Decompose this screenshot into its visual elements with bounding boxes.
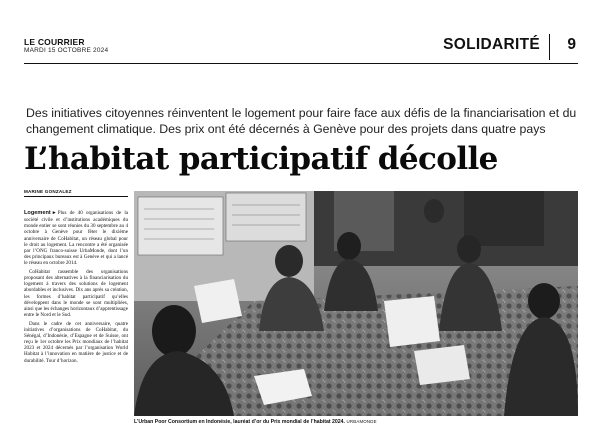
arrow-right-icon: ► [51,211,57,216]
publication-name: LE COURRIER [24,37,85,47]
publication-date: MARDI 15 OCTOBRE 2024 [24,47,109,54]
byline-rule [24,196,128,197]
article-kicker: Logement [24,210,51,216]
masthead [24,37,578,63]
headline: L’habitat participatif décolle [24,141,498,177]
photo-caption [134,419,578,425]
section-separator [549,34,550,60]
article-paragraph: Dans le cadre de cet anniversaire, quatre initiatives d’organisations de CoHabitat, du Sénégal, d’Indonésie, d’Espagne et de Suisse, ont reçu le 1er octobre les Prix mondiaux de l’habitat 2023 et 2024 décernés par l’organisation World Habitat à l’innovation en matière de justice et de durabilité. Tour d’horizon. [24,320,128,364]
article-body [24,210,128,366]
section-name: SOLIDARITÉ [443,36,540,53]
deck: Des initiatives citoyennes réinventent le logement pour faire face aux défis de la financiarisation et du changement climatique. Des prix ont été décernés à Genève pour des projets dans quatre pays [26,106,577,136]
caption-text: L’Urban Poor Consortium en Indonésie, lauréat d’or du Prix mondial de l’habitat 2024. [134,419,345,425]
byline: MARINE GONZALEZ [24,189,72,194]
photo-credit: URBAMONDE [346,419,377,424]
article-photo [134,191,578,416]
masthead-rule [24,63,578,64]
paragraph-text: Plus de 40 organisations de la société civile et d’institutions académiques du monde entier se sont réunies du 30 septembre au 4 octobre à Genève pour fêter le dixième anniversaire de CoHabitat, un réseau global pour le droit au logement. La rencontre a été organisée par l’ONG franco-suisse UrbaMonde, dont l’un des principaux bureaux est à Genève et qui a lancé le réseau en octobre 2014. [24,210,128,267]
article-paragraph [24,210,128,266]
page-number: 9 [567,36,576,53]
article-paragraph: CoHabitat rassemble des organisations proposant des alternatives à la financiarisation du logement à travers des solutions de logement abordables et inclusives. Dix ans après sa création, les formes d’habitat participatif qu’elles développent dans le monde se sont multipliées, ainsi que les échanges horizontaux d’apprentissage entre le Nord et le Sud. [24,268,128,318]
